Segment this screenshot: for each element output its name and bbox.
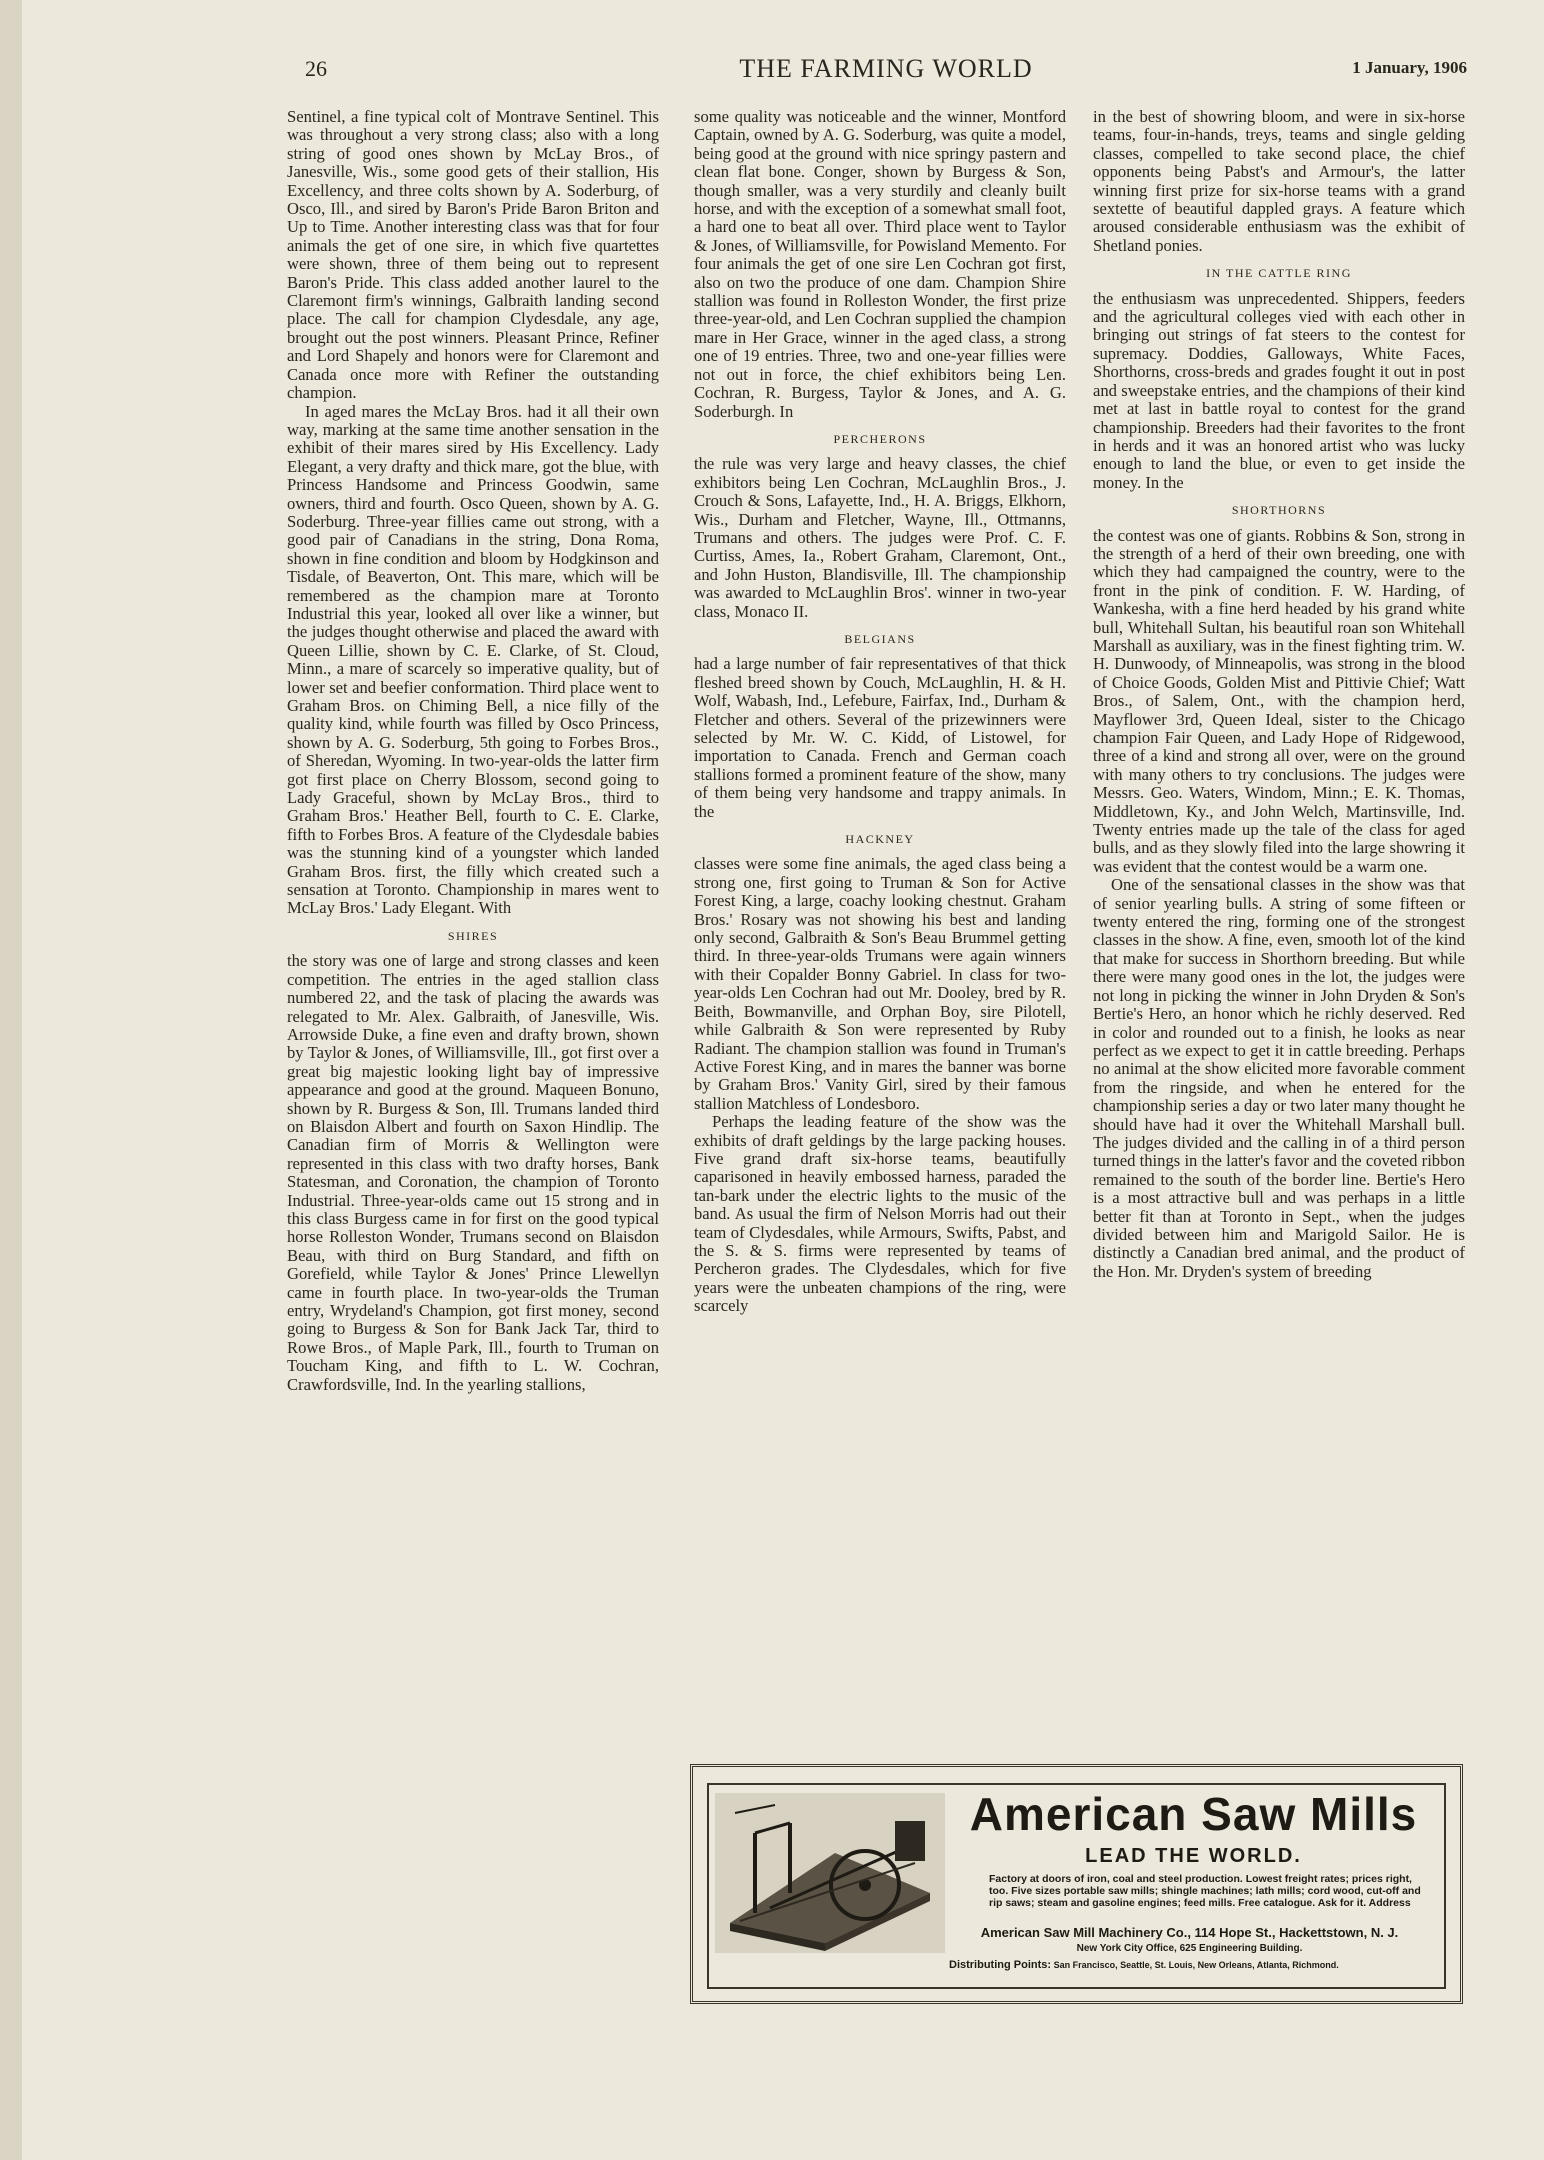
saw-mill-illustration: [715, 1793, 945, 1953]
saw-mill-advertisement: [690, 1764, 1463, 2004]
paragraph: the rule was very large and heavy classes, the chief exhibitors being Len Cochran, McLaughlin Bros., J. Crouch & Sons, Lafayette, Ind., H. A. Briggs, Elkhorn, Wis., Durham and Fletcher, Wayne, Ill., Ottmanns, Trumans and others. The judges were Prof. C. F. Curtiss, Ames, Ia., Robert Graham, Claremont, Ont., and John Huston, Blandisville, Ill. The championship was awarded to McLaughlin Bros'. winner in two-year class, Monaco II.: [694, 454, 1066, 621]
article-column-2: [694, 108, 1066, 1316]
section-heading-cattle-ring: IN THE CATTLE RING: [1206, 266, 1352, 281]
ad-company-address: American Saw Mill Machinery Co., 114 Hope St., Hackettstown, N. J.: [980, 1925, 1399, 1940]
paragraph: the enthusiasm was unprecedented. Shippers, feeders and the agricultural colleges vied with each other in bringing out strings of fat steers to the contest for supremacy. Doddies, Galloways, White Faces, Shorthorns, cross-breds and grades fought it out in post and sweepstake entries, and the champions of their kind met at last in battle royal to contest for the grand championship. Breeders had their favorites to the front in herds and it was an honored artist who was lucky enough to land the blue, or even to get inside the money. In the: [1093, 288, 1465, 492]
article-column-1: [287, 108, 659, 1394]
paragraph: Perhaps the leading feature of the show was the exhibits of draft geldings by the large packing houses. Five grand draft six-horse teams, beautifully caparisoned in heavily embossed harness, paraded the tan-bark under the electric lights to the music of the band. As usual the firm of Nelson Morris had out their team of Clydesdales, while Armours, Swifts, Pabst, and the S. & S. firms were represented by teams of Percheron grades. The Clydesdales, which for five years were the unbeaten champions of the ring, were scarcely: [694, 1112, 1066, 1316]
paragraph: Sentinel, a fine typical colt of Montrave Sentinel. This was throughout a very strong class; also with a long string of good ones shown by McLay Bros., of Janesville, Wis., some good gets of their stallion, His Excellency, and three colts shown by A. Soderburg, of Osco, Ill., and sired by Baron's Pride Baron Briton and Up to Time. Another interesting class was that for four animals the get of one sire, in which five quartettes were shown, three of them being out to represent Baron's Pride. This class added another laurel to the Claremont firm's winnings, Galbraith landing second place. The call for champion Clydesdale, any age, brought out the post winners. Pleasant Prince, Refiner and Lord Shapely and honors were for Claremont and Canada once more with Refiner the outstanding champion.: [287, 107, 659, 403]
ad-distributing-points: [949, 1959, 1438, 1971]
page-header: [305, 56, 1467, 90]
page-number: 26: [305, 56, 327, 81]
paragraph: some quality was noticeable and the winner, Montford Captain, owned by A. G. Soderburg, was quite a model, being good at the ground with nice springy pastern and clean flat bone. Conger, shown by Burgess & Son, though smaller, was a very sturdily and cleanly built horse, and with the exception of a somewhat small foot, a hard one to beat all over. Third place went to Taylor & Jones, of Williamsville, for Powisland Memento. For four animals the get of one sire Len Cochran got first, also on two the produce of one dam. Champion Shire stallion was found in Rolleston Wonder, the first prize three-year-old, and Len Cochran supplied the champion mare in Her Grace, winner in the aged class, a strong one of 19 entries. Three, two and one-year fillies were not out in force, the chief exhibitors being Len. Cochran, R. Burgess, Taylor & Jones, and A. G. Soderburgh. In: [694, 107, 1066, 421]
publication-title: THE FARMING WORLD: [739, 54, 1033, 83]
paragraph: the story was one of large and strong classes and keen competition. The entries in the aged stallion class numbered 22, and the task of placing the awards was relegated to Mr. Alex. Galbraith, of Janesville, Wis. Arrowside Duke, a fine even and drafty brown, shown by Taylor & Jones, of Williamsville, Ill., got first over a great big majestic looking light bay of impressive appearance and good at the ground. Maqueen Bonuno, shown by R. Burgess & Son, Ill. Trumans landed third on Blaisdon Albert and fourth on Saxon Hindlip. The Canadian firm of Morris & Wellington were represented in this class with two drafty horses, Bank Statesman, and Coronation, the champion of Toronto Industrial. Three-year-olds came out 15 strong and in this class Burgess came in for first on the good typical horse Rolleston Wonder, Trumans second on Blaisdon Beau, with third on Burg Standard, and fifth on Gorefield, while Taylor & Jones' Prince Llewellyn came in fourth place. In two-year-olds the Truman entry, Wrydeland's Champion, got first money, second going to Burgess & Son for Bank Jack Tar, third to Rowe Bros., of Maple Park, Ill., fourth to Truman on Toucham King, and fifth to L. W. Cochran, Crawfordsville, Ind. In the yearling stallions,: [287, 951, 659, 1394]
distributing-label: Distributing Points:: [949, 1959, 1052, 1971]
article-column-3: [1093, 108, 1465, 1281]
paragraph: the contest was one of giants. Robbins & Son, strong in the strength of a herd of their own breeding, one with which they had campaigned the country, were to the front in the pink of condition. F. W. Harding, of Wankesha, with a fine herd headed by his grand white bull, Whitehall Sultan, his beautiful roan son Whitehall Marshall as auxiliary, was in the finest fighting trim. W. H. Dunwoody, of Minneapolis, was strong in the blood of Choice Goods, Golden Mist and Pittivie Chief; Watt Bros., of Salem, Ont., with the champion herd, Mayflower 3rd, Queen Ideal, sister to the Chicago champion Fair Queen, and Lady Hope of Ridgewood, three of a kind and strong all over, were on the ground with many others to try conclusions. The judges were Messrs. Geo. Waters, Windom, Minn.; E. K. Thomas, Middletown, Ky., and John Welch, Martinsville, Ind. Twenty entries made up the tale of the class for aged bulls, and as they slowly filed into the large showring it was evident that the contest would be a warm one.: [1093, 525, 1465, 876]
section-heading-belgians: BELGIANS: [844, 631, 916, 646]
paragraph: had a large number of fair representatives of that thick fleshed breed shown by Couch, McLaughlin, H. & H. Wolf, Wabash, Ind., Lefebure, Fairfax, Ind., Durham & Fletcher and others. Several of the prizewinners were selected by Mr. W. C. Kidd, of Listowel, for importation to Canada. French and German coach stallions formed a prominent feature of the show, many of them being very handsome and trappy animals. In the: [694, 654, 1066, 821]
section-heading-percherons: PERCHERONS: [833, 431, 927, 446]
section-heading-hackney: HACKNEY: [845, 832, 915, 847]
section-heading-shires: SHIRES: [447, 928, 499, 943]
distributing-cities: San Francisco, Seattle, St. Louis, New Orleans, Atlanta, Richmond.: [1053, 1960, 1339, 1970]
paragraph: In aged mares the McLay Bros. had it all their own way, marking at the same time another sensation in the exhibit of their mares sired by His Excellency. Lady Elegant, a very drafty and thick mare, got the blue, with Princess Handsome and Princess Goodwin, same owners, third and fourth. Osco Queen, shown by A. G. Soderburg. Three-year fillies came out strong, with a good pair of Canadians in the string, Dona Roma, shown in fine condition and bloom by Hodgkinson and Tisdale, of Beaverton, Ont. This mare, which will be remembered as the champion mare at Toronto Industrial this year, looked all over like a winner, but the judges thought otherwise and placed the award with Queen Lillie, shown by C. E. Clarke, of St. Cloud, Minn., a mare of scarcely so imperative quality, but of lower set and beefier conformation. Third place went to Graham Bros. on Chiming Bell, a nice filly of the quality kind, while fourth was filled by Osco Princess, shown by A. G. Soderburg, 5th going to Forbes Bros., of Sheredan, Wyoming. In two-year-olds the latter firm got first place on Cherry Blossom, second going to Lady Graceful, shown by McLay Bros., third to Graham Bros.' Heather Bell, fourth to C. E. Clarke, fifth to Forbes Bros. A feature of the Clydesdale babies was the stunning kind of a youngster which landed Graham Bros. first, the filly which created such a sensation at Toronto. Championship in mares went to McLay Bros.' Lady Elegant. With: [287, 401, 659, 918]
ad-frame: [707, 1783, 1446, 1989]
ad-office: New York City Office, 625 Engineering Building.: [1076, 1943, 1303, 1954]
section-heading-shorthorns: SHORTHORNS: [1231, 503, 1327, 518]
ad-headline: American Saw Mills: [969, 1788, 1418, 1840]
ad-description: Factory at doors of iron, coal and steel production. Lowest freight rates; prices right, too. Five sizes portable saw mills; shingle machines; lath mills; cord wood, cut-off and rip saws; steam and gasoline engines; feed mills. Free catalogue. Ask for it. Address: [989, 1873, 1421, 1909]
ad-subheadline: LEAD THE WORLD.: [1085, 1845, 1302, 1867]
scan-edge: [0, 0, 23, 2160]
paragraph: One of the sensational classes in the show was that of senior yearling bulls. A string of some fifteen or twenty entered the ring, forming one of the strongest classes in the show. A fine, even, smooth lot of the kind that make for success in Shorthorn breeding. But while there were many good ones in the lot, the judges were not long in picking the winner in John Dryden & Son's Bertie's Hero, an honor which he richly deserved. Red in color and rounded out to a finish, he looks as near perfect as we expect to get it in cattle breeding. Perhaps no animal at the show elicited more favorable comment from the ringside, and when he entered for the championship series a day or two later many thought he should have had it over the Whitehall Marshall bull. The judges divided and the calling in of a third person turned things in the latter's favor and the coveted ribbon remained to the south of the border line. Bertie's Hero is a most attractive bull and was perhaps in a little better fit than at Toronto in Sept., when the judges divided between him and Marigold Sailor. He is distinctly a Canadian bred animal, and the product of the Hon. Mr. Dryden's system of breeding: [1093, 875, 1465, 1281]
paragraph: in the best of showring bloom, and were in six-horse teams, four-in-hands, treys, teams and single gelding classes, compelled to take second place, the chief opponents being Pabst's and Armour's, the latter winning first prize for six-horse teams with a grand sextette of beautiful dappled grays. A feature which aroused considerable enthusiasm was the exhibit of Shetland ponies.: [1093, 107, 1465, 255]
paragraph: classes were some fine animals, the aged class being a strong one, first going to Truman & Son for Active Forest King, a large, coachy looking chestnut. Graham Bros.' Rosary was not showing his best and landing only second, Galbraith & Son's Beau Brummel getting third. In three-year-olds Trumans were again winners with their Copalder Bonny Gabriel. In class for two-year-olds Len Cochran had out Mr. Dooley, bred by R. Beith, Bowmanville, and Orphan Boy, sire Pilotell, while Galbraith & Son were represented by Ruby Radiant. The champion stallion was found in Truman's Active Forest King, and in mares the banner was borne by Graham Bros.' Vanity Girl, sired by their famous stallion Matchless of Londesboro.: [694, 854, 1066, 1113]
issue-date: 1 January, 1906: [1352, 58, 1467, 77]
